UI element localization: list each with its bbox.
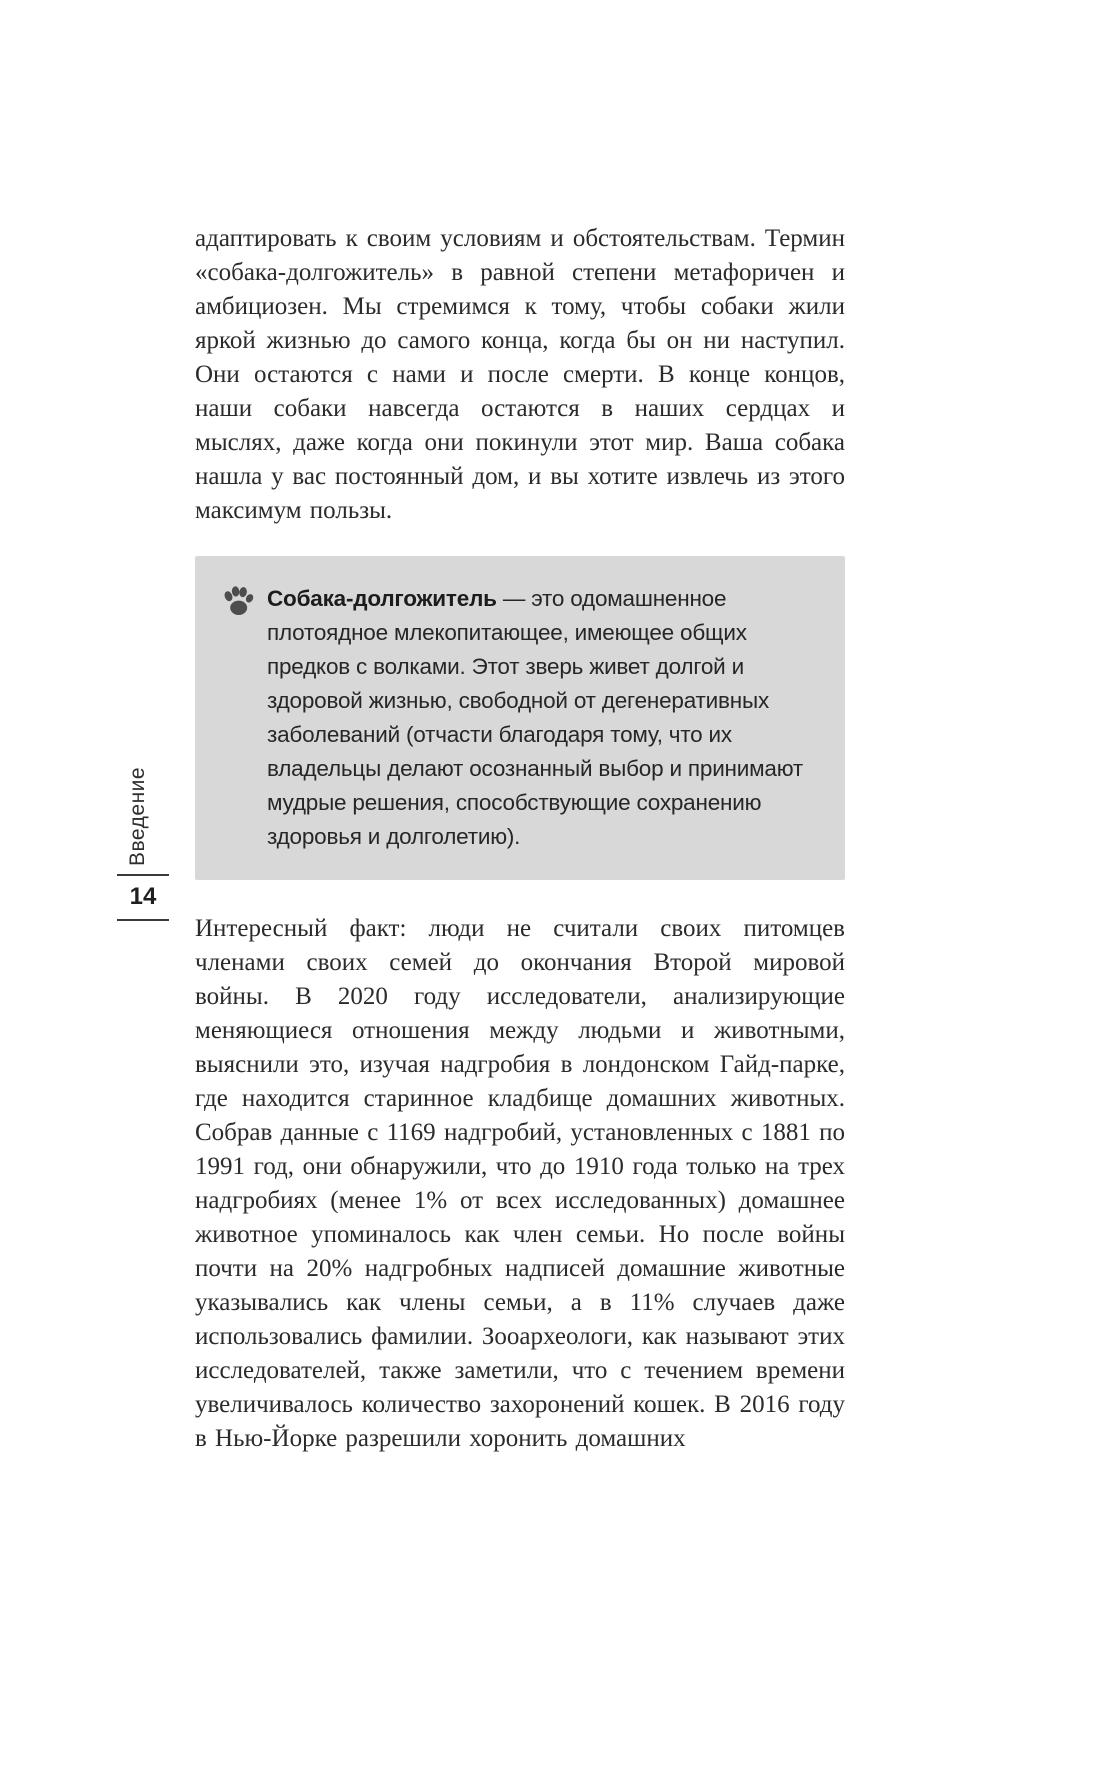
chapter-title-vertical: Введение <box>126 766 149 866</box>
paragraph-2: Интересный факт: люди не считали своих питомцев членами своих семей до окончания Второй мировой войны. В 2020 году исследователи, анализирующие меняющиеся отношения между людьми и животными, выяснили это, изучая надгробия в лондонском Гайд-парке, где находится старинное кладбище домашних животных. Собрав данные с 1169 надгробий, установленных с 1881 по 1991 год, они обнаружили, что до 1910 года только на трех надгробиях (менее 1% от всех исследованных) домашнее животное упоминалось как член семьи. Но после войны почти на 20% надгробных надписей домашние животные указывались как члены семьи, а в 11% случаев даже использовались фамилии. Зооархеологи, как называют этих исследователей, также заметили, что с течением времени увеличивалось количество захоронений кошек. В 2016 году в Нью-Йорке разрешили хоронить домашних <box>195 915 845 1452</box>
callout-body: — это одомашненное плотоядное млекопитающее, имеющее общих предков с волками. Этот зверь живет долгой и здоровой жизнью, свободной от дегенеративных заболеваний (отчасти благодаря тому, что их владельцы делают осознанный выбор и принимают мудрые решения, способствующие сохранению здоровья и долголетию). <box>267 586 804 849</box>
page-number-block <box>117 874 169 921</box>
callout-term: Собака-долгожитель <box>267 586 497 611</box>
definition-callout <box>195 556 845 880</box>
callout-text <box>267 582 817 854</box>
paragraph-1: адаптировать к своим условиям и обстоятельствам. Термин «собака-долгожитель» в равной степени метафоричен и амбициозен. Мы стремимся к тому, чтобы собаки жили яркой жизнью до самого конца, когда бы он ни наступил. Они остаются с нами и после смерти. В конце концов, наши собаки навсегда остаются в наших сердцах и мыслях, даже когда они покинули этот мир. Ваша собака нашла у вас постоянный дом, и вы хотите извлечь из этого максимум пользы. <box>195 225 845 524</box>
paw-icon <box>221 584 255 618</box>
text-column <box>195 222 845 1456</box>
page-number-rule-bottom <box>117 919 169 921</box>
page-number: 14 <box>129 883 157 910</box>
